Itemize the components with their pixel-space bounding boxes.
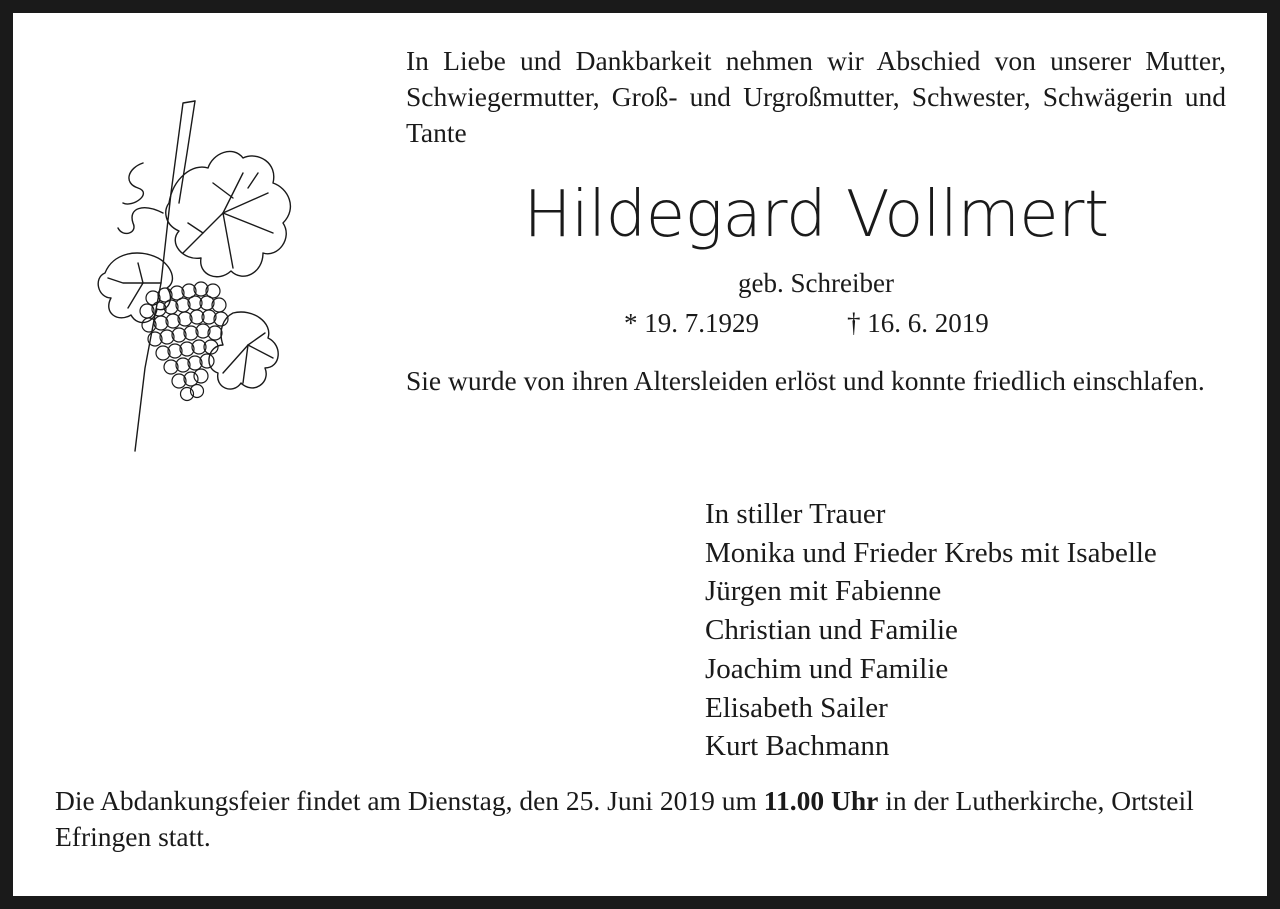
mourner-line: In stiller Trauer (705, 498, 886, 530)
mourner-line: Kurt Bachmann (705, 730, 890, 763)
mourner-line: Christian und Familie (705, 614, 958, 647)
relief-text: Sie wurde von ihren Altersleiden erlöst und konnte friedlich einschlafen. (406, 365, 1205, 396)
mourner-line: Monika und Frieder Krebs mit Isabelle (705, 536, 1157, 569)
death-date: † 16. 6. 2019 (847, 308, 989, 338)
intro-text: In Liebe und Dankbarkeit nehmen wir Abschied von unserer Mutter, Schwiegermutter, Groß- und Urgroßmutter, Schwester, Schwägerin und Tante (406, 45, 1226, 148)
mourners-list (705, 495, 1157, 766)
mourner-line: Elisabeth Sailer (705, 691, 888, 724)
obituary-notice (13, 13, 1267, 896)
service-text-before: Die Abdankungsfeier findet am Dienstag, den 25. Juni 2019 um (55, 785, 764, 816)
birth-date: * 19. 7.1929 (624, 308, 759, 338)
deceased-name: Hildegard Vollmert (523, 178, 1109, 252)
service-time: 11.00 Uhr (763, 785, 879, 816)
maiden-name: geb. Schreiber (738, 268, 894, 298)
mourner-line: Jürgen mit Fabienne (705, 575, 942, 608)
service-info (55, 783, 1230, 855)
service-text-after: in der Lutherkirche, Ortsteil Efringen statt. (55, 785, 1194, 852)
mourner-line: Joachim und Familie (705, 652, 949, 685)
grapevine-illustration (83, 83, 313, 463)
